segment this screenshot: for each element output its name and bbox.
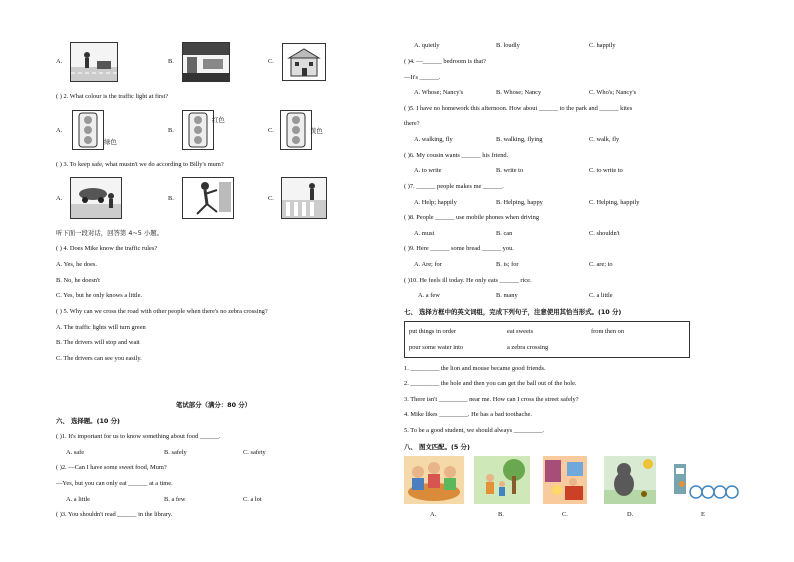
match-label-c: C. — [562, 511, 568, 518]
r-q8-option-c: C. shouldn't — [589, 230, 620, 237]
color-label-green: 绿色 — [104, 138, 117, 146]
r-q5-stem: ( )5. I have no homework this afternoon. How about ______ to the park and ______ kites — [404, 105, 633, 112]
q2-option-a: A. — [56, 127, 63, 134]
traffic-light-icon — [72, 110, 104, 150]
phrase: put things in order — [409, 328, 457, 335]
r-q4-option-c: C. Who's; Nancy's — [589, 89, 637, 96]
s6-q2-option-a: A. a little — [66, 496, 90, 503]
listening-instruction: 听下面一段对话，回答第 4~5 小题。 — [56, 229, 164, 237]
picture-lion-mouse — [604, 456, 656, 504]
r-q5-option-c: C. walk, fly — [589, 136, 620, 143]
s6-q1-stem: ( )1. It's important for us to know something about food ______. — [56, 433, 221, 440]
section-7-heading: 七、 选择方框中的英文词组，完成下列句子，注意使用其恰当形式。(10 分) — [404, 308, 622, 316]
picture-building — [282, 43, 326, 81]
s6-q1-option-c: C. safety — [243, 449, 266, 456]
match-label-d: D. — [627, 511, 634, 518]
q4-option-a: A. Yes, he does. — [56, 261, 98, 268]
phrase: pour some water into — [409, 344, 464, 351]
written-part-heading: 笔试部分（满分：80 分） — [176, 401, 252, 409]
r-q8-stem: ( )8. People ______ use mobile phones when driving — [404, 214, 540, 221]
q5-option-c: C. The drivers can see you easily. — [56, 355, 142, 362]
s6-q1-option-a: A. safe — [66, 449, 85, 456]
s6-q3-stem: ( )3. You shouldn't read ______ in the library. — [56, 511, 173, 518]
s6-q2-option-b: B. a few — [164, 496, 186, 503]
r-q4-stem: ( )4. —______ bedroom is that? — [404, 58, 486, 65]
picture-car-street — [70, 177, 122, 219]
r-q3-option-c: C. happily — [589, 42, 616, 49]
q3-option-b: B. — [168, 195, 174, 202]
q4-option-c: C. Yes, but he only knows a little. — [56, 292, 143, 299]
r-q10-stem: ( )10. He feels ill today. He only eats ______ rice. — [404, 277, 532, 284]
r-q5-option-a: A. walking, fly — [414, 136, 453, 143]
q4-option-b: B. No, he doesn't — [56, 277, 100, 284]
r-q10-option-c: C. a little — [589, 292, 613, 299]
color-label-yellow: 黄色 — [310, 127, 323, 135]
q2-option-b: B. — [168, 127, 174, 134]
r-q6-option-c: C. to write to — [589, 167, 623, 174]
match-label-e: E — [701, 511, 705, 518]
q3-option-a: A. — [56, 195, 63, 202]
picture-messy-room — [543, 456, 587, 504]
section-8-heading: 八、 图文匹配。(5 分) — [404, 443, 470, 451]
r-q4-line2: —It's ______. — [404, 74, 441, 81]
r-q10-option-a: A. a few — [418, 292, 440, 299]
r-q4-option-b: B. Whose; Nancy — [496, 89, 542, 96]
traffic-light-icon — [182, 110, 214, 150]
r-q10-option-b: B. many — [496, 292, 518, 299]
r-q8-option-b: B. can — [496, 230, 513, 237]
picture-children-park — [474, 456, 530, 504]
q5-stem: ( ) 5. Why can we cross the road with other people when there's no zebra crossing? — [56, 308, 268, 315]
r-q9-option-a: A. Are; for — [414, 261, 442, 268]
picture-boy-running — [182, 177, 234, 219]
q3-stem: ( ) 3. To keep safe, what mustn't we do according to Billy's mum? — [56, 161, 224, 168]
q2-option-c: C. — [268, 127, 274, 134]
r-q4-option-a: A. Whose; Nancy's — [414, 89, 464, 96]
r-q5-line2: there? — [404, 120, 420, 127]
picture-water-bikes — [670, 456, 740, 504]
phrase: from then on — [591, 328, 625, 335]
r-q9-option-b: B. is; for — [496, 261, 519, 268]
phrase-box — [404, 321, 690, 358]
q5-option-a: A. The traffic lights will turn green — [56, 324, 146, 331]
r-q5-option-b: B. walking, flying — [496, 136, 543, 143]
match-label-a: A. — [430, 511, 437, 518]
section-6-heading: 六、 选择题。(10 分) — [56, 417, 120, 425]
match-label-b: B. — [498, 511, 504, 518]
q4-stem: ( ) 4. Does Mike know the traffic rules? — [56, 245, 158, 252]
r-q7-option-a: A. Help; happily — [414, 199, 457, 206]
picture-street-crossing — [70, 42, 118, 82]
fill-sentence-4: 4. Mike likes _________. He has a bad toothache. — [404, 411, 532, 418]
q5-option-b: B. The drivers will stop and wait — [56, 339, 140, 346]
r-q9-option-c: C. are; to — [589, 261, 613, 268]
fill-sentence-5: 5. To be a good student, we should always _________. — [404, 427, 545, 434]
phrase: eat sweets — [507, 328, 534, 335]
q1-option-c: C. — [268, 58, 274, 65]
q3-option-c: C. — [268, 195, 274, 202]
s6-q2-option-c: C. a lot — [243, 496, 262, 503]
fill-sentence-2: 2. _________ the hole and then you can get the ball out of the hole. — [404, 380, 577, 387]
traffic-light-icon — [280, 110, 312, 150]
r-q6-stem: ( )6. My cousin wants ______ his friend. — [404, 152, 509, 159]
r-q6-option-b: B. write to — [496, 167, 524, 174]
q1-option-a: A. — [56, 58, 63, 65]
picture-busy-road — [182, 42, 230, 82]
phrase: a zebra crossing — [507, 344, 549, 351]
s6-q2-stem: ( )2. —Can I have some sweet food, Mum? — [56, 464, 167, 471]
picture-crossing-road — [281, 177, 327, 219]
r-q8-option-a: A. must — [414, 230, 435, 237]
r-q6-option-a: A. to write — [414, 167, 442, 174]
r-q3-option-b: B. loudly — [496, 42, 520, 49]
r-q7-stem: ( )7. ______ people makes me ______. — [404, 183, 504, 190]
r-q7-option-c: C. Helping, happily — [589, 199, 640, 206]
q2-stem: ( ) 2. What colour is the traffic light at first? — [56, 93, 169, 100]
color-label-red: 红色 — [212, 116, 225, 124]
picture-family-food — [404, 456, 464, 504]
fill-sentence-1: 1. _________ the lion and mouse became good friends. — [404, 365, 546, 372]
s6-q2-line2: —Yes, but you can only eat ______ at a time. — [56, 480, 173, 487]
r-q3-option-a: A. quietly — [414, 42, 440, 49]
r-q9-stem: ( )9. Here ______ some bread ______ you. — [404, 245, 514, 252]
r-q7-option-b: B. Helping, happy — [496, 199, 543, 206]
s6-q1-option-b: B. safely — [164, 449, 187, 456]
q1-option-b: B. — [168, 58, 174, 65]
fill-sentence-3: 3. There isn't _________ near me. How can I cross the street safely? — [404, 396, 579, 403]
